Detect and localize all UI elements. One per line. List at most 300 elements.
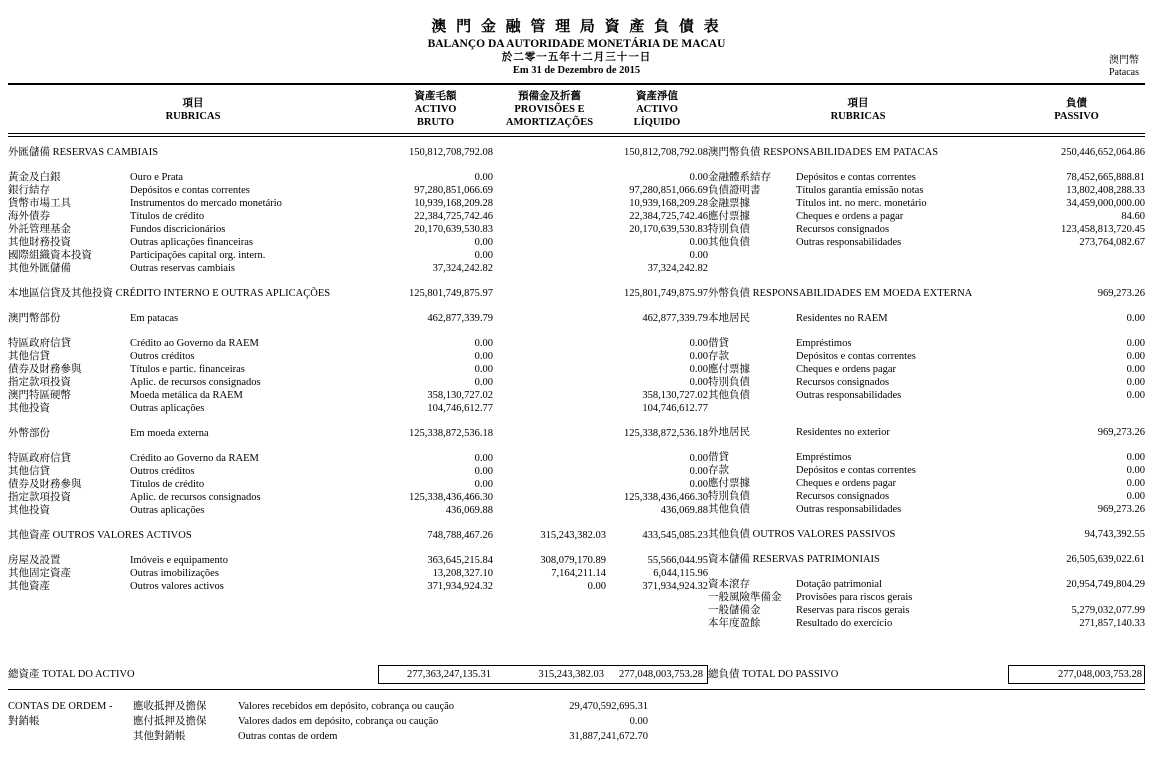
- cell-bruto: 37,324,242.82: [432, 263, 493, 274]
- cell-liquido: 0.00: [689, 466, 708, 477]
- cell-passivo: [1008, 300, 1145, 312]
- table-row: [8, 427, 708, 440]
- row-label-pt: [130, 415, 378, 427]
- cell-provisoes: [493, 478, 606, 491]
- row-label-zh: 應付票據: [708, 364, 750, 375]
- page-title-pt: BALANÇO DA AUTORIDADE MONETÁRIA DE MACAU: [427, 38, 726, 50]
- row-label-pt: Fundos discricionários: [130, 224, 226, 235]
- table-row: [8, 287, 708, 300]
- table-row: [708, 159, 1145, 171]
- column-headers: [8, 85, 1145, 137]
- cell-passivo: 123,458,813,720.45: [1061, 224, 1145, 235]
- table-row: [708, 312, 1145, 325]
- cell-provisoes: [493, 517, 606, 529]
- table-row: [8, 580, 708, 593]
- table-row: [8, 325, 708, 337]
- cell-bruto: 0.00: [474, 237, 493, 248]
- cell-liquido: 0.00: [689, 377, 708, 388]
- table-row: [708, 426, 1145, 439]
- cell-passivo: [1008, 402, 1145, 426]
- row-label-pt: Resultado do exercício: [796, 618, 893, 629]
- table-row: [8, 171, 708, 184]
- row-label-zh: 債券及財務參與: [8, 364, 82, 375]
- row-label-pt: Outras aplicações: [130, 403, 205, 414]
- memo-rows: [133, 699, 1145, 744]
- cell-liquido: 0.00: [689, 364, 708, 375]
- table-row: [708, 464, 1145, 477]
- cell-liquido: 0.00: [689, 338, 708, 349]
- table-row: [708, 300, 1145, 312]
- cell-bruto: [378, 275, 493, 287]
- row-label-zh: 國際組織資本投資: [8, 250, 92, 261]
- table-row: [8, 363, 708, 376]
- table-row: [708, 578, 1145, 591]
- cell-bruto: 371,934,924.32: [427, 581, 493, 592]
- row-label-zh: 外幣部份: [8, 428, 50, 439]
- row-label-pt: [796, 249, 1008, 287]
- row-label-zh: 特區政府信貸: [8, 453, 71, 464]
- row-label-zh: 澳門特區硬幣: [8, 390, 71, 401]
- table-row: [708, 363, 1145, 376]
- cell-provisoes: [493, 465, 606, 478]
- row-label-zh: 澳門幣部份: [8, 313, 61, 324]
- table-row: [8, 504, 708, 517]
- table-row: [8, 389, 708, 402]
- row-label-pt: [130, 275, 378, 287]
- cell-passivo: 0.00: [1126, 390, 1145, 401]
- row-label-pt: Ouro e Prata: [130, 172, 184, 183]
- row-label-pt: Residentes no RAEM: [796, 313, 888, 324]
- row-label-zh: [8, 275, 130, 287]
- cell-passivo: 0.00: [1126, 338, 1145, 349]
- cell-passivo: [1008, 249, 1145, 287]
- cell-bruto: [378, 542, 493, 554]
- col-rubricas-assets: 項目 RUBRICAS: [165, 97, 221, 122]
- table-row: [8, 300, 708, 312]
- row-label-zh: 資本滾存: [708, 579, 750, 590]
- cell-passivo: 84.60: [1121, 211, 1145, 222]
- memo-heading-pt: CONTAS DE ORDEM -: [8, 701, 113, 712]
- row-label-pt: Depósitos e contas correntes: [796, 465, 916, 476]
- table-row: [708, 591, 1145, 604]
- cell-provisoes: [493, 171, 606, 184]
- cell-bruto: 0.00: [474, 377, 493, 388]
- row-label-pt: [130, 287, 378, 300]
- cell-liquido: 0.00: [689, 172, 708, 183]
- row-label-pt: Aplic. de recursos consignados: [130, 492, 261, 503]
- cell-liquido: 0.00: [689, 250, 708, 261]
- memo-value: 29,470,592,695.31: [569, 701, 648, 712]
- cell-provisoes: 0.00: [587, 581, 606, 592]
- row-label-zh: [708, 566, 796, 578]
- row-label-zh: [708, 159, 796, 171]
- table-row: [708, 325, 1145, 337]
- table-row: [708, 553, 1145, 566]
- row-label-zh: 債券及財務參與: [8, 479, 82, 490]
- row-label-zh: 其他固定資產: [8, 568, 71, 579]
- row-label-zh: 外地居民: [708, 427, 750, 438]
- row-label-zh: 指定款項投資: [8, 377, 71, 388]
- cell-passivo: 273,764,082.67: [1079, 237, 1145, 248]
- row-label-zh: 房屋及設置: [8, 555, 61, 566]
- row-label-pt: Depósitos e contas correntes: [796, 172, 916, 183]
- table-row: [708, 451, 1145, 464]
- cell-bruto: [378, 440, 493, 452]
- cell-provisoes: [493, 504, 606, 517]
- row-label-zh: 借貸: [708, 338, 729, 349]
- assets-table: [8, 146, 708, 684]
- table-row: [8, 415, 708, 427]
- row-label-pt: Crédito ao Governo da RAEM: [130, 453, 259, 464]
- row-label-zh: 存款: [708, 465, 729, 476]
- row-label-zh: 金融體系結存: [708, 172, 771, 183]
- cell-liquido: [606, 517, 708, 529]
- cell-passivo: 250,446,652,064.86: [1061, 147, 1145, 158]
- cell-bruto: [378, 325, 493, 337]
- cell-provisoes: [493, 376, 606, 389]
- row-label-pt: [130, 146, 378, 159]
- cell-liquido: 0.00: [689, 479, 708, 490]
- cell-passivo: 20,954,749,804.29: [1066, 579, 1145, 590]
- cell-liquido: [606, 300, 708, 312]
- cell-bruto: 104,746,612.77: [427, 403, 493, 414]
- cell-passivo: [1008, 159, 1145, 171]
- col-activo-bruto: 資產毛額 ACTIVO BRUTO: [414, 91, 457, 128]
- cell-passivo: 0.00: [1126, 364, 1145, 375]
- row-label-zh: [8, 325, 130, 337]
- cell-provisoes: [493, 325, 606, 337]
- cell-passivo: 969,273.26: [1097, 288, 1145, 299]
- row-label-pt: Em patacas: [130, 313, 179, 324]
- table-row: [708, 350, 1145, 363]
- memo-label-zh: 應收抵押及擔保: [133, 701, 207, 712]
- memo-label-pt: Valores recebidos em depósito, cobrança ou caução: [238, 701, 455, 712]
- cell-provisoes: [493, 287, 606, 300]
- cell-passivo: 969,273.26: [1097, 427, 1145, 438]
- total-liabilities-label: 總負債 TOTAL DO PASSIVO: [708, 669, 839, 680]
- cell-provisoes: [493, 491, 606, 504]
- cell-passivo: 26,505,639,022.61: [1066, 554, 1145, 565]
- cell-bruto: 125,338,436,466.30: [409, 492, 493, 503]
- memo-heading-zh: 對銷帳: [8, 716, 40, 727]
- memo-heading: [8, 699, 133, 744]
- row-label-pt: Outras reservas cambiais: [130, 263, 235, 274]
- row-label-pt: [130, 325, 378, 337]
- table-row: [708, 197, 1145, 210]
- cell-liquido: 20,170,639,530.83: [629, 224, 708, 235]
- cell-bruto: 0.00: [474, 479, 493, 490]
- table-row: [708, 516, 1145, 528]
- cell-provisoes: [493, 275, 606, 287]
- row-label-zh: 貨幣市場工具: [8, 198, 71, 209]
- row-label-pt: [130, 300, 378, 312]
- cell-bruto: 436,069.88: [445, 505, 493, 516]
- row-label-pt: Instrumentos do mercado monetário: [130, 198, 282, 209]
- table-row: [8, 146, 708, 159]
- row-label-zh: 其他財務投資: [8, 237, 71, 248]
- memo-label-zh: 其他對銷帳: [133, 731, 186, 742]
- row-label-pt: Cheques e ordens pagar: [796, 478, 897, 489]
- cell-bruto: 0.00: [474, 364, 493, 375]
- table-row: [708, 287, 1145, 300]
- table-row: [708, 402, 1145, 426]
- total-liabilities-value: 277,048,003,753.28: [1058, 669, 1142, 680]
- table-row: [708, 184, 1145, 197]
- total-liabilities-row: [708, 665, 1145, 684]
- cell-passivo: 13,802,408,288.33: [1066, 185, 1145, 196]
- cell-passivo: [1008, 591, 1145, 604]
- row-label-pt: [796, 553, 1008, 566]
- row-label-pt: Títulos int. no merc. monetário: [796, 198, 927, 209]
- row-label-pt: Cheques e ordens pagar: [796, 364, 897, 375]
- table-row: [708, 528, 1145, 541]
- table-row: [8, 159, 708, 171]
- cell-liquido: 10,939,168,209.28: [629, 198, 708, 209]
- row-label-pt: Moeda metálica da RAEM: [130, 390, 243, 401]
- row-label-pt: [796, 566, 1008, 578]
- row-label-pt: Depósitos e contas correntes: [130, 185, 250, 196]
- cell-provisoes: [493, 210, 606, 223]
- cell-passivo: 0.00: [1126, 465, 1145, 476]
- row-label-zh: 存款: [708, 351, 729, 362]
- table-row: [8, 275, 708, 287]
- cell-provisoes: [493, 312, 606, 325]
- row-label-pt: [130, 529, 378, 542]
- cell-bruto: 0.00: [474, 250, 493, 261]
- table-row: [8, 478, 708, 491]
- table-row: [708, 171, 1145, 184]
- row-label-zh: 外幣負債 RESPONSABILIDADES EM MOEDA EXTERNA: [708, 288, 973, 299]
- cell-liquido: [606, 440, 708, 452]
- row-label-pt: [796, 159, 1008, 171]
- row-label-zh: [708, 402, 796, 426]
- cell-provisoes: [493, 146, 606, 159]
- row-label-zh: 特別負債: [708, 224, 750, 235]
- row-label-pt: Dotação patrimonial: [796, 579, 883, 590]
- cell-passivo: 0.00: [1126, 478, 1145, 489]
- cell-provisoes: [493, 440, 606, 452]
- cell-provisoes: [493, 452, 606, 465]
- row-label-zh: 其他資產 OUTROS VALORES ACTIVOS: [8, 530, 192, 541]
- table-row: [8, 223, 708, 236]
- row-label-zh: 黃金及白銀: [8, 172, 61, 183]
- cell-bruto: 0.00: [474, 338, 493, 349]
- cell-provisoes: 7,164,211.14: [551, 568, 606, 579]
- report-date-zh: 於二零一五年十二月三十一日: [501, 52, 652, 63]
- row-label-pt: Crédito ao Governo da RAEM: [130, 338, 259, 349]
- table-row: [8, 184, 708, 197]
- cell-provisoes: [493, 337, 606, 350]
- currency-label-zh: 澳門幣: [1109, 55, 1139, 66]
- row-label-pt: Aplic. de recursos consignados: [130, 377, 261, 388]
- cell-liquido: 371,934,924.32: [642, 581, 708, 592]
- table-row: [8, 350, 708, 363]
- row-label-zh: 外託管理基金: [8, 224, 71, 235]
- memo-row: [133, 714, 1145, 729]
- row-label-pt: Outras imobilizações: [130, 568, 219, 579]
- row-label-zh: 澳門幣負債 RESPONSABILIDADES EM PATACAS: [708, 147, 939, 158]
- cell-provisoes: [493, 300, 606, 312]
- page-title-zh: 澳 門 金 融 管 理 局 資 產 負 債 表: [431, 19, 722, 35]
- cell-provisoes: [493, 427, 606, 440]
- cell-liquido: 125,801,749,875.97: [624, 288, 708, 299]
- row-label-pt: Títulos de crédito: [130, 479, 205, 490]
- table-row: [8, 337, 708, 350]
- row-label-zh: 海外債券: [8, 211, 50, 222]
- cell-provisoes: 315,243,382.03: [540, 530, 606, 541]
- table-row: [8, 517, 708, 529]
- cell-passivo: 0.00: [1126, 452, 1145, 463]
- row-label-zh: 一般風險準備金: [708, 592, 782, 603]
- cell-bruto: [378, 517, 493, 529]
- row-label-pt: Recursos consignados: [796, 491, 890, 502]
- table-row: [708, 389, 1145, 402]
- row-label-pt: Em moeda externa: [130, 428, 209, 439]
- row-label-zh: 特區政府信貸: [8, 338, 71, 349]
- table-row: [8, 312, 708, 325]
- row-label-zh: 本年度盈餘: [708, 618, 761, 629]
- col-rubricas-liabilities: 項目 RUBRICAS: [830, 97, 886, 122]
- row-label-zh: [708, 541, 796, 553]
- report-date-pt: Em 31 de Dezembro de 2015: [512, 65, 641, 76]
- row-label-pt: Recursos consignados: [796, 224, 890, 235]
- cell-bruto: 363,645,215.84: [427, 555, 493, 566]
- cell-liquido: 104,746,612.77: [642, 403, 708, 414]
- table-row: [8, 529, 708, 542]
- row-label-zh: 其他負債: [708, 504, 750, 515]
- liabilities-table: [708, 146, 1145, 684]
- row-label-zh: 其他投資: [8, 505, 50, 516]
- table-row: [8, 402, 708, 415]
- cell-passivo: 94,743,392.55: [1084, 529, 1145, 540]
- cell-provisoes: [493, 184, 606, 197]
- row-label-zh: [708, 516, 796, 528]
- row-label-pt: Títulos e partic. financeiras: [130, 364, 245, 375]
- cell-liquido: [606, 325, 708, 337]
- row-label-pt: Outras aplicações financeiras: [130, 237, 254, 248]
- row-label-pt: Reservas para riscos gerais: [796, 605, 910, 616]
- row-label-pt: Outras responsabilidades: [796, 237, 902, 248]
- row-label-zh: [8, 415, 130, 427]
- cell-passivo: [1008, 325, 1145, 337]
- table-row: [708, 249, 1145, 287]
- row-label-pt: [130, 159, 378, 171]
- row-label-pt: [796, 528, 1008, 541]
- col-passivo: 負債 PASSIVO: [1054, 97, 1099, 122]
- row-label-zh: 指定款項投資: [8, 492, 71, 503]
- cell-liquido: 358,130,727.02: [642, 390, 708, 401]
- row-label-pt: Outros créditos: [130, 466, 195, 477]
- row-label-zh: [708, 325, 796, 337]
- total-assets-label: 總資產 TOTAL DO ACTIVO: [8, 669, 135, 680]
- row-label-zh: 其他負債 OUTROS VALORES PASSIVOS: [708, 529, 896, 540]
- row-label-pt: Recursos consignados: [796, 377, 890, 388]
- row-label-pt: [796, 287, 1008, 300]
- table-row: [708, 503, 1145, 516]
- row-label-zh: 借貸: [708, 452, 729, 463]
- total-liabilities-box: [1008, 665, 1145, 684]
- cell-provisoes: [493, 249, 606, 262]
- cell-passivo: 969,273.26: [1097, 504, 1145, 515]
- memo-value: 31,887,241,672.70: [569, 731, 648, 742]
- table-row: [8, 554, 708, 567]
- total-assets-bruto: 277,363,247,135.31: [407, 669, 491, 680]
- row-label-zh: 外匯儲備 RESERVAS CAMBIAIS: [8, 147, 159, 158]
- cell-liquido: [606, 415, 708, 427]
- cell-provisoes: [493, 415, 606, 427]
- cell-bruto: [378, 415, 493, 427]
- table-row: [708, 146, 1145, 159]
- row-label-zh: 其他資產: [8, 581, 50, 592]
- row-label-zh: 銀行結存: [8, 185, 50, 196]
- row-label-pt: [796, 300, 1008, 312]
- row-label-zh: [8, 300, 130, 312]
- cell-bruto: 125,801,749,875.97: [409, 288, 493, 299]
- row-label-pt: [796, 325, 1008, 337]
- row-label-zh: 應付票據: [708, 478, 750, 489]
- row-label-pt: Cheques e ordens a pagar: [796, 211, 904, 222]
- row-label-pt: Títulos garantia emissão notas: [796, 185, 924, 196]
- table-row: [708, 337, 1145, 350]
- cell-provisoes: [493, 262, 606, 275]
- cell-liquido: 125,338,436,466.30: [624, 492, 708, 503]
- cell-bruto: 748,788,467.26: [427, 530, 493, 541]
- row-label-zh: 其他外匯儲備: [8, 263, 71, 274]
- cell-passivo: 0.00: [1126, 351, 1145, 362]
- row-label-pt: Títulos de crédito: [130, 211, 205, 222]
- row-label-zh: [8, 542, 130, 554]
- row-label-pt: [796, 146, 1008, 159]
- table-row: [8, 491, 708, 504]
- cell-passivo: 34,459,000,000.00: [1066, 198, 1145, 209]
- cell-bruto: 150,812,708,792.08: [409, 147, 493, 158]
- cell-liquido: 22,384,725,742.46: [629, 211, 708, 222]
- table-row: [8, 210, 708, 223]
- cell-liquido: 433,545,085.23: [642, 530, 708, 541]
- cell-provisoes: [493, 363, 606, 376]
- cell-bruto: 22,384,725,742.46: [414, 211, 493, 222]
- cell-bruto: 0.00: [474, 172, 493, 183]
- cell-liquido: 37,324,242.82: [647, 263, 708, 274]
- table-row: [8, 249, 708, 262]
- row-label-pt: [796, 541, 1008, 553]
- memo-row: [133, 699, 1145, 714]
- row-label-pt: Participações capital org. intern.: [130, 250, 266, 261]
- cell-bruto: [378, 300, 493, 312]
- row-label-pt: Outras responsabilidades: [796, 390, 902, 401]
- table-row: [708, 604, 1145, 617]
- cell-liquido: 462,877,339.79: [642, 313, 708, 324]
- row-label-pt: Imóveis e equipamento: [130, 555, 228, 566]
- row-label-zh: 本地居民: [708, 313, 750, 324]
- row-label-zh: 特別負債: [708, 377, 750, 388]
- cell-bruto: 0.00: [474, 351, 493, 362]
- cell-passivo: 5,279,032,077.99: [1071, 605, 1145, 616]
- cell-liquido: 0.00: [689, 351, 708, 362]
- total-assets-box: [378, 665, 708, 684]
- table-row: [8, 542, 708, 554]
- cell-passivo: 78,452,665,888.81: [1066, 172, 1145, 183]
- row-label-pt: [796, 516, 1008, 528]
- row-label-pt: [796, 402, 1008, 426]
- table-row: [708, 617, 1145, 630]
- cell-provisoes: [493, 159, 606, 171]
- cell-liquido: 55,566,044.95: [647, 555, 708, 566]
- row-label-pt: Outros valores activos: [130, 581, 224, 592]
- cell-provisoes: [493, 389, 606, 402]
- row-label-zh: 本地區信貸及其他投資 CRÉDITO INTERNO E OUTRAS APLICAÇÕES: [8, 288, 331, 299]
- row-label-zh: [708, 439, 796, 451]
